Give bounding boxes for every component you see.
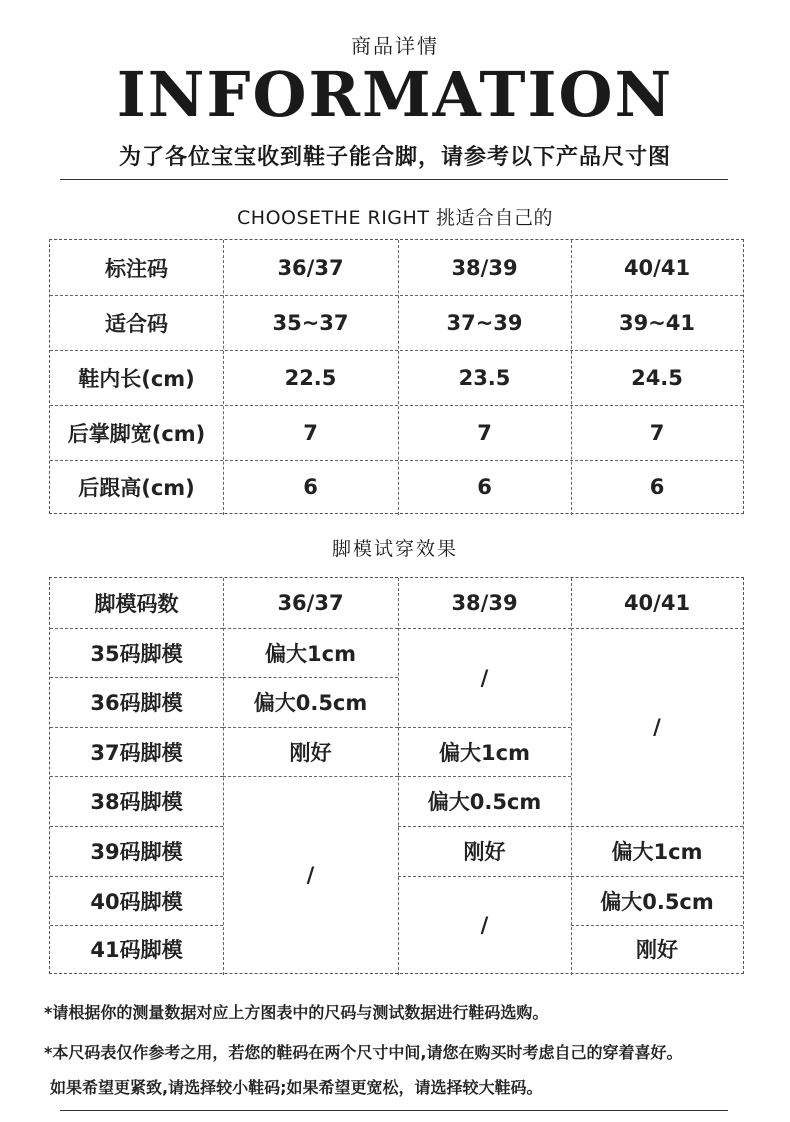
- fit-table-merged-cell: /: [480, 912, 489, 937]
- fit-table-title: 脚模试穿效果: [331, 538, 458, 560]
- fit-table-header-cell: 36/37: [277, 591, 344, 615]
- size-table-cell: 35~37: [272, 310, 349, 335]
- fit-table-cell: 偏大0.5cm: [253, 691, 368, 715]
- page-title-cn: 商品详情: [351, 34, 439, 58]
- footer-divider: [60, 1110, 728, 1111]
- fit-table-row-label: 35码脚模: [90, 641, 183, 666]
- fit-table-row-label: 37码脚模: [90, 740, 183, 765]
- fit-table-cell: 偏大1cm: [439, 740, 530, 765]
- fit-table-merged-cell: /: [306, 862, 315, 887]
- fit-table-row-label: 39码脚模: [90, 840, 183, 864]
- fit-table-header-cell: 脚模码数: [94, 592, 179, 616]
- note-line: 如果希望更紧致,请选择较小鞋码;如果希望更宽松，请选择较大鞋码。: [50, 1078, 543, 1097]
- size-table-cell: 7: [477, 420, 492, 445]
- size-table-title: CHOOSETHE RIGHT 挑适合自己的: [237, 207, 553, 229]
- size-table-cell: 6: [303, 474, 318, 499]
- fit-table-header-cell: 40/41: [623, 591, 691, 615]
- size-table-cell: 39~41: [618, 310, 696, 335]
- size-table-header-cell: 36/37: [277, 255, 344, 280]
- fit-table-cell: 刚好: [463, 840, 506, 864]
- fit-table-row-label: 38码脚模: [90, 790, 183, 814]
- size-table: [49, 239, 744, 514]
- fit-table-cell: 偏大1cm: [611, 840, 703, 864]
- page-subtitle: 为了各位宝宝收到鞋子能合脚，请参考以下产品尺寸图: [118, 144, 671, 170]
- size-table-row-label: 后跟高(cm): [78, 475, 195, 500]
- fit-table-row-label: 41码脚模: [90, 938, 183, 962]
- size-table-row-label: 后掌脚宽(cm): [67, 421, 206, 446]
- size-table-cell: 6: [477, 474, 492, 499]
- size-table-cell: 7: [303, 420, 318, 445]
- size-table-row-label: 鞋内长(cm): [78, 366, 195, 391]
- size-table-cell: 7: [649, 420, 665, 445]
- size-table-header-cell: 40/41: [623, 255, 691, 280]
- fit-table-cell: 偏大0.5cm: [600, 889, 714, 914]
- note-line: *请根据你的测量数据对应上方图表中的尺码与测试数据进行鞋码选购。: [44, 1003, 549, 1022]
- size-table-cell: 37~39: [446, 310, 523, 335]
- fit-table-cell: 偏大1cm: [265, 641, 356, 666]
- size-table-cell: 24.5: [631, 365, 683, 390]
- header-divider: [60, 179, 728, 180]
- fit-table-merged-cell: /: [480, 665, 489, 690]
- fit-table-cell: 刚好: [636, 938, 678, 962]
- fit-table-merged-cell: /: [653, 715, 661, 739]
- size-table-cell: 22.5: [284, 365, 337, 390]
- fit-table-row-label: 40码脚模: [90, 889, 183, 914]
- fit-table-row-label: 36码脚模: [90, 691, 183, 715]
- fit-table: [49, 577, 744, 974]
- size-table-row-label: 适合码: [105, 311, 168, 336]
- fit-table-cell: 刚好: [289, 740, 332, 765]
- note-line: *本尺码表仅作参考之用，若您的鞋码在两个尺寸中间,请您在购买时考虑自己的穿着喜好。: [44, 1043, 683, 1062]
- size-table-cell: 6: [649, 474, 665, 499]
- size-table-header-cell: 标注码: [105, 256, 168, 281]
- fit-table-cell: 偏大0.5cm: [427, 790, 542, 814]
- size-table-header-cell: 38/39: [451, 255, 518, 280]
- page-title-en: INFORMATION: [116, 58, 674, 131]
- size-table-cell: 23.5: [458, 365, 511, 390]
- fit-table-header-cell: 38/39: [451, 591, 518, 615]
